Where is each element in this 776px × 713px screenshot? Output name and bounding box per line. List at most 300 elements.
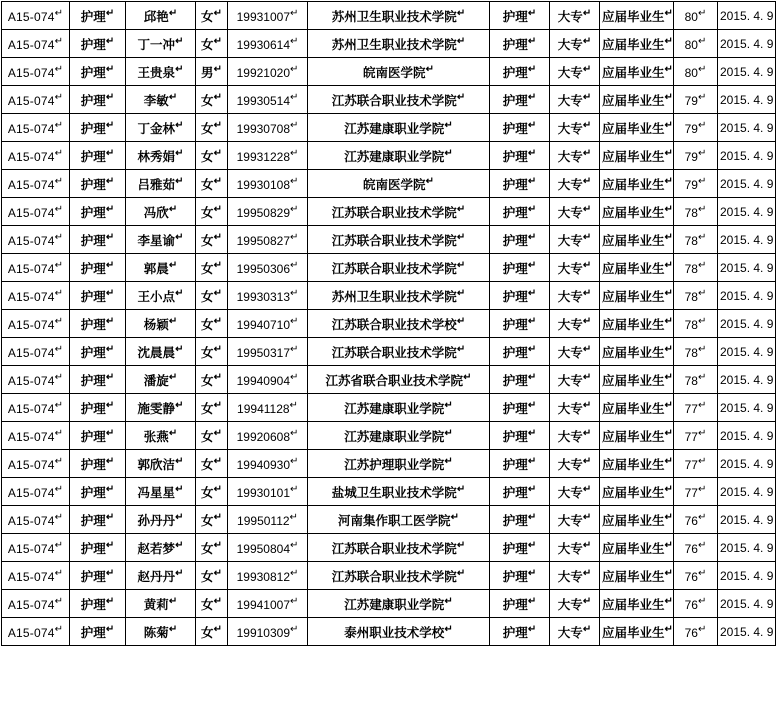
cell-score <box>674 534 718 562</box>
cell-date <box>718 618 776 646</box>
paragraph-mark-icon: ↵ <box>582 427 592 439</box>
cell-text: 苏州卫生职业技术学院 <box>331 9 457 24</box>
paragraph-mark-icon: ↵ <box>582 287 592 299</box>
cell-text: 大专 <box>557 261 583 276</box>
cell-type <box>600 590 674 618</box>
cell-date <box>718 170 776 198</box>
paragraph-mark-icon: ↵ <box>54 175 64 187</box>
paragraph-mark-icon: ↵ <box>697 483 707 495</box>
cell-major <box>490 534 550 562</box>
cell-date <box>718 142 776 170</box>
cell-school <box>308 198 490 226</box>
table-row <box>2 142 776 170</box>
paragraph-mark-icon: ↵ <box>290 455 299 467</box>
paragraph-mark-icon: ↵ <box>290 371 299 383</box>
cell-text: 19931228 <box>236 149 290 164</box>
cell-text: 张燕 <box>143 429 169 444</box>
paragraph-mark-icon: ↵ <box>456 287 466 299</box>
cell-text: 79 <box>684 177 698 192</box>
paragraph-mark-icon: ↵ <box>105 511 115 523</box>
cell-school <box>308 478 490 506</box>
paragraph-mark-icon: ↵ <box>527 287 537 299</box>
cell-degree <box>550 226 600 254</box>
cell-school <box>308 590 490 618</box>
paragraph-mark-icon: ↵ <box>582 455 592 467</box>
cell-text: 护理 <box>80 37 106 52</box>
paragraph-mark-icon: ↵ <box>527 259 537 271</box>
cell-text: 2015. 4. 9 <box>720 204 774 219</box>
cell-text: 护理 <box>502 289 528 304</box>
cell-date <box>718 114 776 142</box>
paragraph-mark-icon: ↵ <box>444 147 453 159</box>
paragraph-mark-icon: ↵ <box>527 175 537 187</box>
cell-text: 大专 <box>557 233 583 248</box>
paragraph-mark-icon: ↵ <box>697 203 707 215</box>
cell-sex <box>196 506 228 534</box>
cell-code <box>2 254 70 282</box>
table-row <box>2 30 776 58</box>
cell-post <box>70 58 126 86</box>
cell-text: A15-074 <box>7 205 55 220</box>
paragraph-mark-icon: ↵ <box>105 203 115 215</box>
paragraph-mark-icon: ↵ <box>105 91 115 103</box>
cell-text: 女 <box>201 513 214 528</box>
paragraph-mark-icon: ↵ <box>54 119 64 131</box>
cell-school <box>308 226 490 254</box>
cell-post <box>70 198 126 226</box>
paragraph-mark-icon: ↵ <box>290 287 299 299</box>
cell-date <box>718 590 776 618</box>
cell-code <box>2 562 70 590</box>
paragraph-mark-icon: ↵ <box>54 511 64 523</box>
cell-degree <box>550 282 600 310</box>
cell-post <box>70 282 126 310</box>
cell-score <box>674 198 718 226</box>
cell-name <box>126 30 196 58</box>
paragraph-mark-icon: ↵ <box>213 427 222 439</box>
table-row <box>2 282 776 310</box>
cell-text: 大专 <box>557 65 583 80</box>
paragraph-mark-icon: ↵ <box>697 539 707 551</box>
cell-text: 黄莉 <box>143 597 169 612</box>
cell-text: 77 <box>684 457 698 472</box>
cell-text: 江苏联合职业技术学院 <box>331 93 457 108</box>
paragraph-mark-icon: ↵ <box>290 595 299 607</box>
cell-text: 80 <box>684 65 698 80</box>
paragraph-mark-icon: ↵ <box>456 315 466 327</box>
cell-id <box>228 450 308 478</box>
cell-code <box>2 394 70 422</box>
paragraph-mark-icon: ↵ <box>175 343 184 355</box>
cell-text: 79 <box>684 121 698 136</box>
paragraph-mark-icon: ↵ <box>697 371 707 383</box>
cell-major <box>490 226 550 254</box>
cell-text: A15-074 <box>7 345 55 360</box>
cell-text: 王小点 <box>137 289 176 304</box>
cell-sex <box>196 170 228 198</box>
paragraph-mark-icon: ↵ <box>664 175 673 187</box>
cell-score <box>674 310 718 338</box>
cell-text: 护理 <box>80 177 106 192</box>
paragraph-mark-icon: ↵ <box>582 399 592 411</box>
cell-text: 女 <box>201 289 214 304</box>
paragraph-mark-icon: ↵ <box>175 231 184 243</box>
cell-text: 林秀娟 <box>137 149 176 164</box>
cell-text: 护理 <box>502 317 528 332</box>
cell-code <box>2 534 70 562</box>
cell-score <box>674 114 718 142</box>
paragraph-mark-icon: ↵ <box>105 259 115 271</box>
paragraph-mark-icon: ↵ <box>168 623 178 635</box>
cell-text: 大专 <box>557 121 583 136</box>
cell-major <box>490 86 550 114</box>
cell-score <box>674 282 718 310</box>
cell-score <box>674 170 718 198</box>
cell-text: 19950306 <box>236 261 290 276</box>
cell-text: 大专 <box>557 177 583 192</box>
cell-text: 大专 <box>557 401 583 416</box>
cell-text: 江苏建康职业学院 <box>344 121 445 136</box>
table-row <box>2 198 776 226</box>
cell-post <box>70 254 126 282</box>
cell-text: 施雯静 <box>137 401 176 416</box>
cell-name <box>126 422 196 450</box>
cell-text: 护理 <box>502 37 528 52</box>
cell-degree <box>550 422 600 450</box>
cell-text: 76 <box>684 513 698 528</box>
paragraph-mark-icon: ↵ <box>527 511 537 523</box>
cell-text: 78 <box>684 345 698 360</box>
cell-text: 女 <box>201 429 214 444</box>
paragraph-mark-icon: ↵ <box>664 63 673 75</box>
cell-text: 郭欣洁 <box>137 457 176 472</box>
cell-degree <box>550 338 600 366</box>
cell-text: A15-074 <box>7 37 55 52</box>
paragraph-mark-icon: ↵ <box>444 455 453 467</box>
paragraph-mark-icon: ↵ <box>175 287 184 299</box>
cell-name <box>126 450 196 478</box>
cell-text: 2015. 4. 9 <box>720 232 774 247</box>
paragraph-mark-icon: ↵ <box>290 35 299 47</box>
paragraph-mark-icon: ↵ <box>54 539 64 551</box>
cell-post <box>70 394 126 422</box>
cell-id <box>228 58 308 86</box>
paragraph-mark-icon: ↵ <box>664 147 673 159</box>
paragraph-mark-icon: ↵ <box>582 371 592 383</box>
cell-text: 19940904 <box>236 373 290 388</box>
cell-major <box>490 450 550 478</box>
table-row <box>2 86 776 114</box>
cell-text: 护理 <box>80 485 106 500</box>
cell-post <box>70 618 126 646</box>
cell-date <box>718 394 776 422</box>
cell-school <box>308 338 490 366</box>
paragraph-mark-icon: ↵ <box>527 119 537 131</box>
cell-code <box>2 506 70 534</box>
cell-text: 江苏联合职业技术学院 <box>331 261 457 276</box>
paragraph-mark-icon: ↵ <box>425 175 434 187</box>
cell-id <box>228 338 308 366</box>
paragraph-mark-icon: ↵ <box>213 511 222 523</box>
cell-text: 19920608 <box>236 429 290 444</box>
cell-text: 78 <box>684 261 698 276</box>
cell-school <box>308 282 490 310</box>
cell-text: 2015. 4. 9 <box>720 624 774 639</box>
cell-text: A15-074 <box>7 289 55 304</box>
paragraph-mark-icon: ↵ <box>54 63 64 75</box>
cell-text: 19930108 <box>236 177 290 192</box>
paragraph-mark-icon: ↵ <box>290 343 299 355</box>
cell-text: A15-074 <box>7 373 55 388</box>
cell-degree <box>550 114 600 142</box>
cell-code <box>2 58 70 86</box>
cell-text: 苏州卫生职业技术学院 <box>331 37 457 52</box>
paragraph-mark-icon: ↵ <box>527 539 537 551</box>
cell-code <box>2 198 70 226</box>
cell-text: 应届毕业生 <box>602 485 665 500</box>
cell-degree <box>550 310 600 338</box>
cell-date <box>718 30 776 58</box>
cell-degree <box>550 534 600 562</box>
cell-text: 大专 <box>557 37 583 52</box>
cell-text: 江苏省联合职业技术学院 <box>325 373 464 388</box>
cell-score <box>674 30 718 58</box>
cell-text: 河南集作职工医学院 <box>338 513 451 528</box>
cell-text: 男 <box>201 65 214 80</box>
cell-degree <box>550 562 600 590</box>
cell-post <box>70 534 126 562</box>
paragraph-mark-icon: ↵ <box>697 455 707 467</box>
cell-text: 19931007 <box>236 9 290 24</box>
cell-sex <box>196 198 228 226</box>
cell-date <box>718 282 776 310</box>
paragraph-mark-icon: ↵ <box>527 455 537 467</box>
paragraph-mark-icon: ↵ <box>290 623 299 635</box>
paragraph-mark-icon: ↵ <box>697 147 707 159</box>
cell-id <box>228 114 308 142</box>
cell-major <box>490 282 550 310</box>
cell-school <box>308 534 490 562</box>
paragraph-mark-icon: ↵ <box>105 287 115 299</box>
cell-text: 女 <box>201 373 214 388</box>
cell-text: A15-074 <box>7 513 55 528</box>
cell-text: 大专 <box>557 93 583 108</box>
cell-school <box>308 86 490 114</box>
cell-text: A15-074 <box>7 569 55 584</box>
paragraph-mark-icon: ↵ <box>290 7 299 19</box>
cell-text: 护理 <box>502 121 528 136</box>
cell-code <box>2 30 70 58</box>
cell-text: 护理 <box>502 597 528 612</box>
paragraph-mark-icon: ↵ <box>664 259 673 271</box>
cell-text: A15-074 <box>7 485 55 500</box>
paragraph-mark-icon: ↵ <box>290 231 299 243</box>
cell-date <box>718 338 776 366</box>
paragraph-mark-icon: ↵ <box>213 259 222 271</box>
cell-sex <box>196 58 228 86</box>
paragraph-mark-icon: ↵ <box>290 427 299 439</box>
cell-id <box>228 562 308 590</box>
cell-text: 护理 <box>502 401 528 416</box>
cell-text: A15-074 <box>7 429 55 444</box>
paragraph-mark-icon: ↵ <box>444 399 453 411</box>
cell-text: 77 <box>684 485 698 500</box>
cell-text: 护理 <box>80 261 106 276</box>
cell-code <box>2 422 70 450</box>
cell-name <box>126 506 196 534</box>
paragraph-mark-icon: ↵ <box>697 7 707 19</box>
paragraph-mark-icon: ↵ <box>105 35 115 47</box>
cell-post <box>70 30 126 58</box>
cell-school <box>308 450 490 478</box>
cell-type <box>600 170 674 198</box>
paragraph-mark-icon: ↵ <box>527 343 537 355</box>
cell-text: 应届毕业生 <box>602 37 665 52</box>
paragraph-mark-icon: ↵ <box>527 91 537 103</box>
cell-date <box>718 58 776 86</box>
cell-text: 应届毕业生 <box>602 345 665 360</box>
cell-date <box>718 534 776 562</box>
cell-text: 应届毕业生 <box>602 205 665 220</box>
cell-sex <box>196 310 228 338</box>
paragraph-mark-icon: ↵ <box>697 231 707 243</box>
table-row <box>2 226 776 254</box>
paragraph-mark-icon: ↵ <box>527 315 537 327</box>
cell-name <box>126 310 196 338</box>
table-row <box>2 562 776 590</box>
cell-text: 2015. 4. 9 <box>720 568 774 583</box>
paragraph-mark-icon: ↵ <box>105 7 115 19</box>
cell-name <box>126 534 196 562</box>
cell-text: 女 <box>201 205 214 220</box>
cell-date <box>718 478 776 506</box>
cell-score <box>674 366 718 394</box>
cell-sex <box>196 422 228 450</box>
cell-text: 杨颖 <box>143 317 169 332</box>
cell-text: 皖南医学院 <box>363 177 426 192</box>
paragraph-mark-icon: ↵ <box>664 315 673 327</box>
cell-text: 76 <box>684 597 698 612</box>
paragraph-mark-icon: ↵ <box>582 539 592 551</box>
paragraph-mark-icon: ↵ <box>213 203 222 215</box>
table-row <box>2 310 776 338</box>
paragraph-mark-icon: ↵ <box>54 343 64 355</box>
cell-post <box>70 422 126 450</box>
cell-text: A15-074 <box>7 121 55 136</box>
cell-text: 护理 <box>80 205 106 220</box>
paragraph-mark-icon: ↵ <box>290 175 299 187</box>
cell-name <box>126 198 196 226</box>
cell-date <box>718 2 776 30</box>
paragraph-mark-icon: ↵ <box>582 567 592 579</box>
cell-code <box>2 618 70 646</box>
cell-name <box>126 562 196 590</box>
cell-id <box>228 170 308 198</box>
cell-text: 潘旋 <box>143 373 169 388</box>
paragraph-mark-icon: ↵ <box>425 63 434 75</box>
cell-text: 19930708 <box>236 121 290 136</box>
cell-post <box>70 310 126 338</box>
paragraph-mark-icon: ↵ <box>664 343 673 355</box>
cell-id <box>228 282 308 310</box>
cell-text: 大专 <box>557 345 583 360</box>
paragraph-mark-icon: ↵ <box>697 399 707 411</box>
cell-major <box>490 562 550 590</box>
cell-text: 江苏联合职业技术学院 <box>331 233 457 248</box>
paragraph-mark-icon: ↵ <box>697 511 707 523</box>
table-row <box>2 366 776 394</box>
paragraph-mark-icon: ↵ <box>168 371 178 383</box>
cell-text: 大专 <box>557 513 583 528</box>
cell-code <box>2 590 70 618</box>
cell-code <box>2 478 70 506</box>
cell-text: 护理 <box>502 625 528 640</box>
cell-school <box>308 394 490 422</box>
cell-sex <box>196 534 228 562</box>
cell-text: 2015. 4. 9 <box>720 372 774 387</box>
cell-name <box>126 590 196 618</box>
cell-text: 陈菊 <box>143 625 169 640</box>
cell-text: 2015. 4. 9 <box>720 484 774 499</box>
cell-code <box>2 338 70 366</box>
cell-text: 19930514 <box>236 93 290 108</box>
cell-degree <box>550 590 600 618</box>
cell-text: 江苏联合职业技术学校 <box>331 317 457 332</box>
cell-text: 应届毕业生 <box>602 317 665 332</box>
cell-text: 19930614 <box>236 37 290 52</box>
cell-post <box>70 142 126 170</box>
cell-text: 应届毕业生 <box>602 597 665 612</box>
cell-text: 应届毕业生 <box>602 401 665 416</box>
cell-text: 大专 <box>557 597 583 612</box>
cell-code <box>2 142 70 170</box>
paragraph-mark-icon: ↵ <box>213 343 222 355</box>
paragraph-mark-icon: ↵ <box>175 147 184 159</box>
cell-degree <box>550 58 600 86</box>
cell-date <box>718 506 776 534</box>
paragraph-mark-icon: ↵ <box>664 539 673 551</box>
paragraph-mark-icon: ↵ <box>105 595 115 607</box>
cell-type <box>600 142 674 170</box>
cell-sex <box>196 226 228 254</box>
cell-degree <box>550 618 600 646</box>
paragraph-mark-icon: ↵ <box>697 287 707 299</box>
cell-sex <box>196 618 228 646</box>
paragraph-mark-icon: ↵ <box>582 203 592 215</box>
paragraph-mark-icon: ↵ <box>697 595 707 607</box>
cell-text: 大专 <box>557 289 583 304</box>
cell-text: 王贵泉 <box>137 65 176 80</box>
cell-text: 护理 <box>80 149 106 164</box>
cell-name <box>126 478 196 506</box>
cell-text: 19950827 <box>236 233 290 248</box>
cell-major <box>490 618 550 646</box>
cell-type <box>600 562 674 590</box>
cell-text: 女 <box>201 233 214 248</box>
cell-text: A15-074 <box>7 457 55 472</box>
cell-code <box>2 310 70 338</box>
cell-school <box>308 310 490 338</box>
paragraph-mark-icon: ↵ <box>582 35 592 47</box>
cell-text: A15-074 <box>7 177 55 192</box>
paragraph-mark-icon: ↵ <box>527 623 537 635</box>
paragraph-mark-icon: ↵ <box>664 231 673 243</box>
cell-text: 2015. 4. 9 <box>720 120 774 135</box>
cell-post <box>70 2 126 30</box>
paragraph-mark-icon: ↵ <box>456 203 466 215</box>
cell-text: 大专 <box>557 541 583 556</box>
table-row <box>2 338 776 366</box>
